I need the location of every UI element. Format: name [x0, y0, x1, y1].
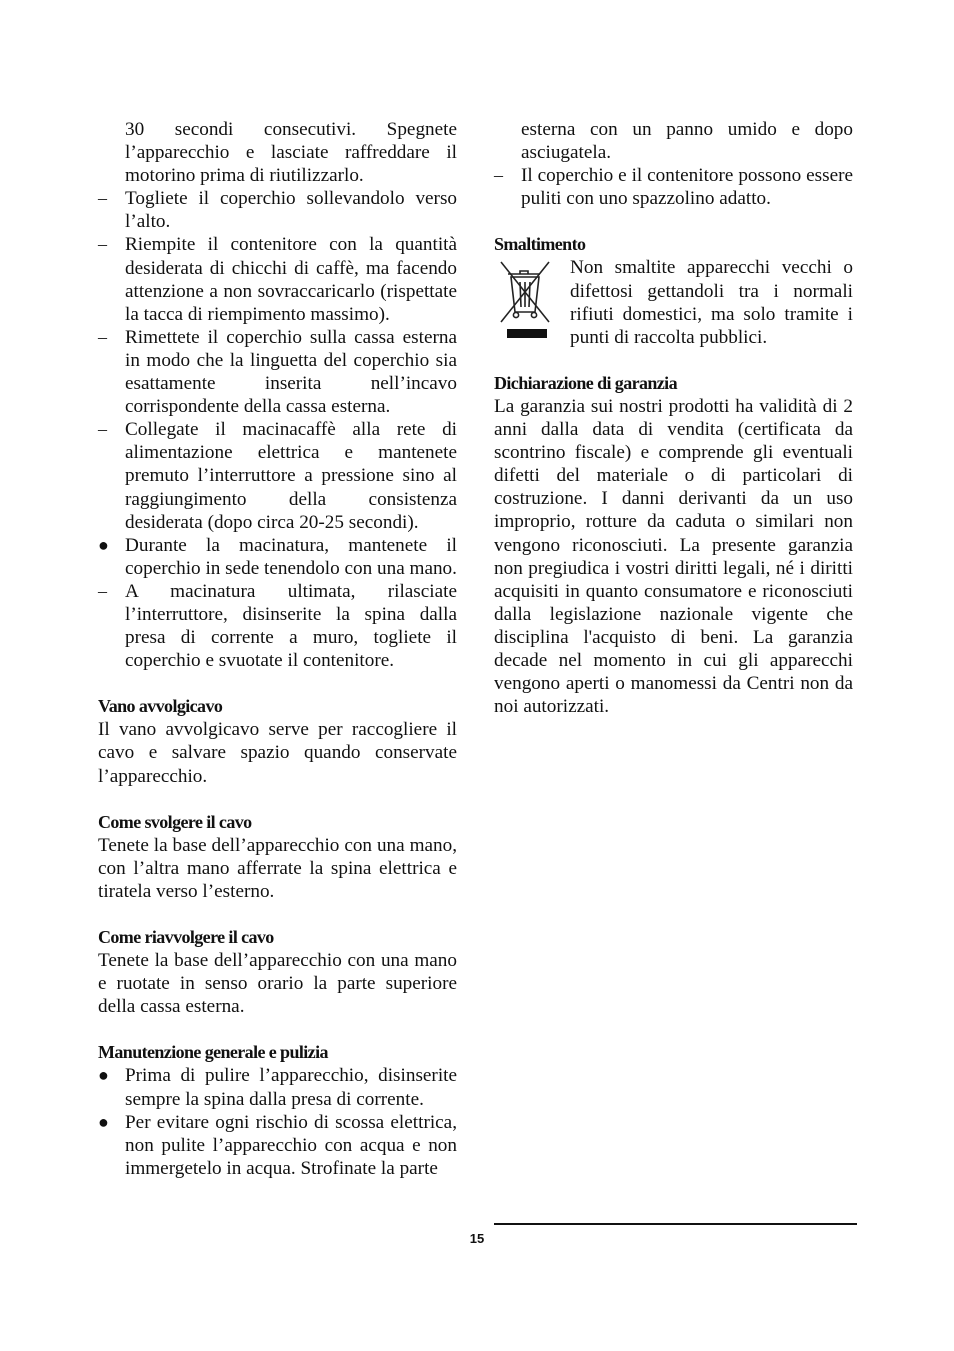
list-item-text: Prima di pulire l’apparecchio, disinserite sempre la spina dalla presa di corrente.: [125, 1065, 457, 1110]
dash-marker: –: [98, 234, 107, 255]
list-item-text: Per evitare ogni rischio di scossa elettrica, non pulite l’apparecchio con acqua e non immergetelo in acqua. Strofinate la parte: [125, 1111, 457, 1179]
continued-text: esterna con un panno umido e dopo asciugatela.: [521, 119, 853, 164]
section-text-riavvolgere: Tenete la base dell’apparecchio con una mano e ruotate in senso orario la parte superiore della cassa esterna.: [98, 950, 457, 1018]
section-heading-smaltimento: Smaltimento: [494, 234, 586, 255]
section-heading-vano: Vano avvolgicavo: [98, 696, 223, 717]
list-item: [98, 187, 457, 233]
continued-text: 30 secondi consecutivi. Spegnete l’apparecchio e lasciate raffreddare il motorino prima di riutilizzarlo.: [125, 119, 457, 187]
section-heading-svolgere: Come svolgere il cavo: [98, 811, 252, 832]
list-item-text: Collegate il macinacaffè alla rete di alimentazione elettrica e mantenete premuto l’interruttore a pressione sino al raggiungimento della consistenza desiderata (dopo circa 20-25 secondi).: [125, 419, 457, 533]
list-item-text: A macinatura ultimata, rilasciate l’interruttore, disinserite la spina dalla presa di corrente a muro, togliete il coperchio e svuotate il contenitore.: [125, 580, 457, 672]
section-heading-garanzia: Dichiarazione di garanzia: [494, 372, 677, 393]
disposal-block: [494, 256, 853, 348]
dash-marker: –: [98, 419, 107, 440]
list-item: [98, 233, 457, 325]
section-text-vano: Il vano avvolgicavo serve per raccogliere il cavo e salvare spazio quando conservate l’apparecchio.: [98, 719, 457, 787]
section-text-svolgere: Tenete la base dell’apparecchio con una mano, con l’altra mano afferrate la spina elettrica e tiratela verso l’esterno.: [98, 834, 457, 902]
list-item-text: Durante la macinatura, mantenete il coperchio in sede tenendolo con una mano.: [125, 534, 457, 579]
list-item: [494, 164, 853, 210]
list-item-text: Togliete il coperchio sollevandolo verso l’alto.: [125, 188, 457, 233]
bullet-marker: ●: [98, 1065, 109, 1086]
list-item: [98, 580, 457, 672]
dash-marker: –: [98, 580, 107, 601]
section-text-smaltimento: Non smaltite apparecchi vecchi o difettosi gettandoli tra i normali rifiuti domestici, ma solo tramite i punti di raccolta pubblici.: [570, 257, 853, 348]
section-heading-riavvolgere: Come riavvolgere il cavo: [98, 927, 274, 947]
list-item-text: Il coperchio e il contenitore possono essere puliti con uno spazzolino adatto.: [521, 165, 853, 210]
dash-marker: –: [98, 188, 107, 209]
list-item: [98, 418, 457, 533]
footer-rule: [494, 1223, 857, 1225]
bullet-marker: ●: [98, 1111, 109, 1132]
list-item: [98, 326, 457, 418]
list-item-text: Riempite il contenitore con la quantità desiderata di chicchi di caffè, ma facendo attenzione a non sovraccaricarlo (rispettate la tacca di riempimento massimo).: [125, 234, 457, 325]
left-column: [98, 118, 457, 1180]
crossed-out-wheelie-bin-icon: [494, 256, 558, 342]
list-item: [98, 1064, 457, 1110]
section-text-garanzia: La garanzia sui nostri prodotti ha validità di 2 anni dalla data di vendita (certificata da scontrino fiscale) e comprende gli eventuali difetti del materiale o di particolari di costruzione. I danni derivanti da un uso improprio, rotture da caduta o similari non vengono riconosciuti. La presente garanzia non pregiudica i vostri diritti legali, né i diritti acquisiti in quanto consumatore e riconosciuti dalla legislazione nazionale vigente che disciplina l'acquisto di beni. La garanzia decade nel momento in cui gli apparecchi vengono aperti o manomessi da Centri non da noi autorizzati.: [494, 395, 853, 718]
list-item: [98, 1111, 457, 1180]
list-item-text: Rimettete il coperchio sulla cassa esterna in modo che la linguetta del coperchio sia esattamente inserita nell’incavo corrispondente della cassa esterna.: [125, 326, 457, 418]
bullet-marker: ●: [98, 534, 109, 555]
page-number: 15: [469, 1231, 485, 1246]
list-item: [98, 534, 457, 580]
right-column: [494, 118, 853, 718]
dash-marker: –: [98, 326, 107, 347]
section-heading-manutenzione: Manutenzione generale e pulizia: [98, 1042, 328, 1063]
dash-marker: –: [494, 165, 503, 186]
